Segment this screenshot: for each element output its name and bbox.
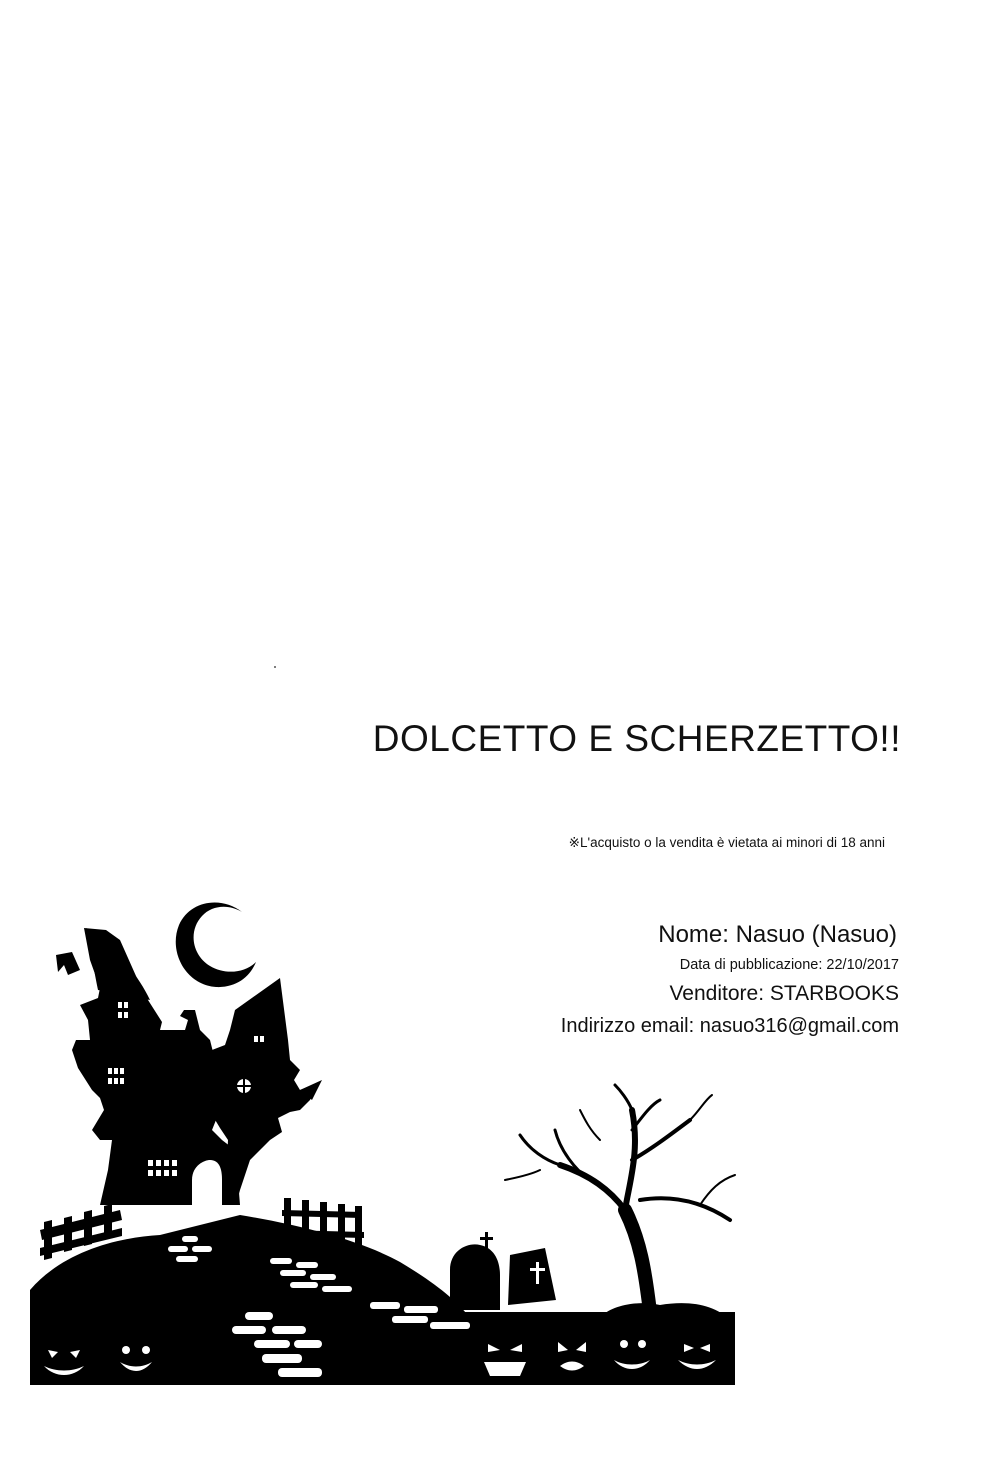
crescent-moon-icon	[176, 902, 256, 987]
publication-date: Data di pubblicazione: 22/10/2017	[679, 957, 899, 973]
seller-name: Venditore: STARBOOKS	[669, 982, 899, 1005]
author-name: Nome: Nasuo (Nasuo)	[658, 921, 897, 948]
book-title: DOLCETTO E SCHERZETTO!!	[372, 718, 901, 759]
author-email: Indirizzo email: nasuo316@gmail.com	[560, 1015, 899, 1037]
age-restriction-notice: ※L'acquisto o la vendita è vietata ai minori di 18 anni	[568, 835, 885, 850]
